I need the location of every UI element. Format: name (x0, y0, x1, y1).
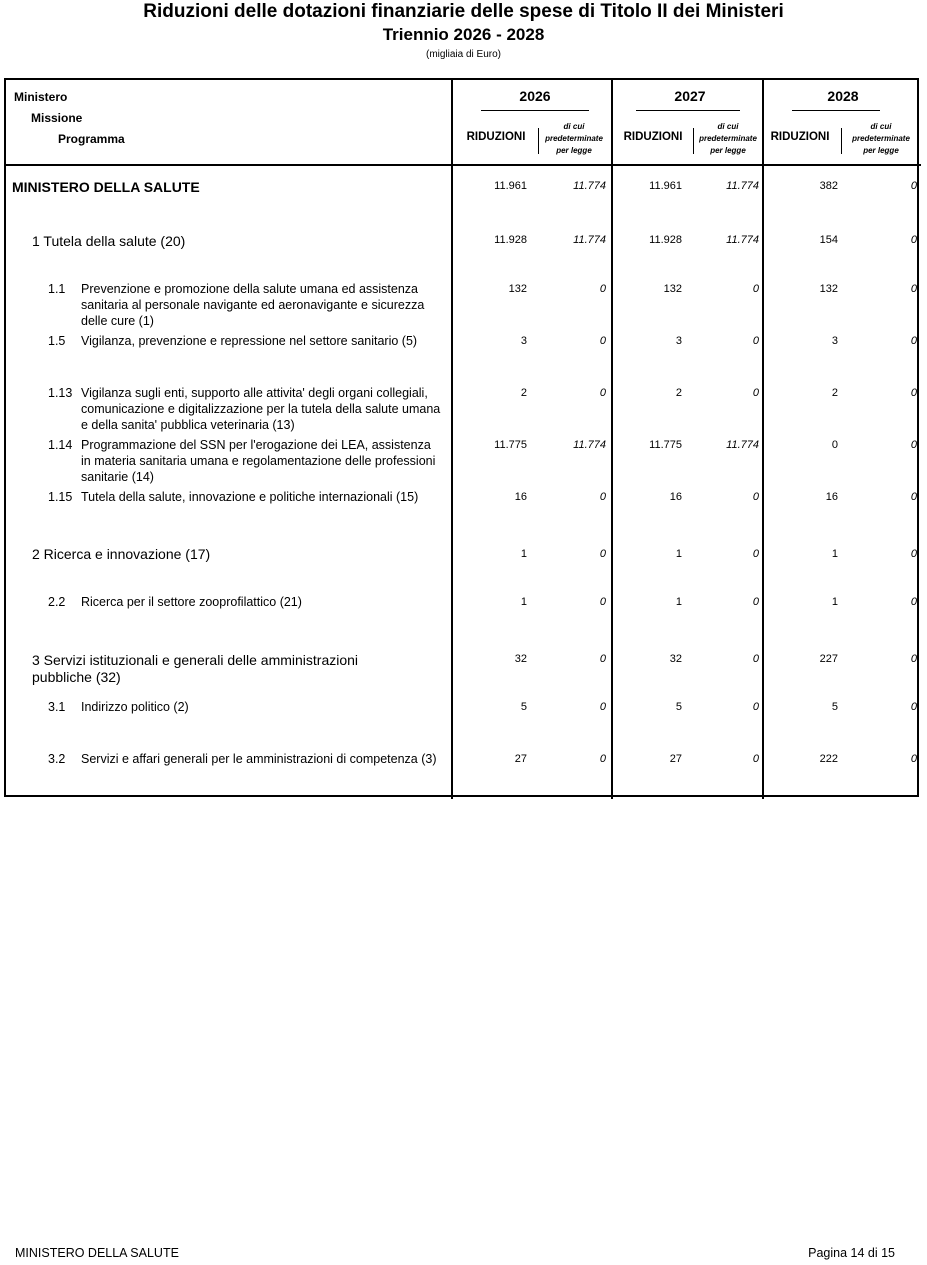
cell-riduzioni-2028: 154 (819, 234, 838, 246)
cell-riduzioni-2028: 2 (831, 387, 838, 399)
cell-dicui-2026: 11.774 (573, 234, 606, 246)
row-programma: 3.2 Servizi e affari generali per le amministrazioni di competenza (3) (48, 752, 437, 766)
header-ministero: Ministero (14, 90, 68, 104)
year-underline (636, 110, 740, 111)
cell-riduzioni-2027: 5 (675, 701, 682, 713)
cell-dicui-2026: 0 (599, 387, 606, 399)
cell-dicui-2027: 0 (752, 596, 759, 608)
cell-dicui-2028: 0 (910, 234, 917, 246)
cell-dicui-2026: 0 (599, 491, 606, 503)
row-programma: 1.1 Prevenzione e promozione della salute umana ed assistenza sanitaria al personale navigante ed aeronavigante e sicurezza delle cure (1) (48, 282, 425, 328)
cell-dicui-2027: 0 (752, 491, 759, 503)
cell-riduzioni-2026: 132 (508, 283, 527, 295)
col-dicui-2028: di cui predeterminate per legge (852, 122, 910, 155)
cell-dicui-2026: 0 (599, 653, 606, 665)
row-programma: 1.13 Vigilanza sugli enti, supporto alle attivita' degli organi collegiali, comunicazione e digitalizzazione per la tutela della salute umana e della sanita' pubblica veterinaria (13) (48, 386, 441, 432)
cell-dicui-2027: 0 (752, 653, 759, 665)
cell-riduzioni-2026: 2 (520, 387, 527, 399)
cell-riduzioni-2026: 3 (520, 335, 527, 347)
cell-dicui-2027: 0 (752, 753, 759, 765)
col-riduzioni-2026: RIDUZIONI (466, 131, 526, 143)
unit-note: (migliaia di Euro) (425, 49, 502, 60)
header-divider (4, 164, 921, 166)
cell-riduzioni-2027: 16 (669, 491, 682, 503)
year-2028: 2028 (827, 88, 859, 104)
cell-dicui-2027: 11.774 (726, 180, 759, 192)
col-riduzioni-2027: RIDUZIONI (623, 131, 683, 143)
cell-riduzioni-2026: 5 (520, 701, 527, 713)
page-title: Riduzioni delle dotazioni finanziarie delle spese di Titolo II dei Ministeri (143, 1, 784, 22)
cell-riduzioni-2028: 132 (819, 283, 838, 295)
cell-riduzioni-2028: 1 (831, 596, 838, 608)
cell-dicui-2028: 0 (910, 180, 917, 192)
cell-dicui-2028: 0 (910, 335, 917, 347)
cell-riduzioni-2027: 3 (675, 335, 682, 347)
year-underline (792, 110, 880, 111)
cell-dicui-2027: 0 (752, 701, 759, 713)
row-programma: 1.5 Vigilanza, prevenzione e repressione nel settore sanitario (5) (48, 334, 418, 348)
row-programma: 1.14 Programmazione del SSN per l'erogazione dei LEA, assistenza in materia sanitaria umana e regolamentazione delle professioni sanitarie (14) (48, 438, 436, 484)
cell-dicui-2027: 11.774 (726, 439, 759, 451)
page-number: Pagina 14 di 15 (808, 1246, 895, 1260)
cell-riduzioni-2028: 16 (825, 491, 838, 503)
cell-riduzioni-2026: 32 (514, 653, 527, 665)
row-programma: 1.15 Tutela della salute, innovazione e politiche internazionali (15) (48, 490, 419, 504)
cell-dicui-2028: 0 (910, 387, 917, 399)
cell-riduzioni-2027: 11.928 (649, 234, 682, 246)
cell-riduzioni-2027: 2 (675, 387, 682, 399)
column-divider (451, 78, 453, 799)
cell-dicui-2028: 0 (910, 491, 917, 503)
cell-riduzioni-2027: 132 (663, 283, 682, 295)
cell-dicui-2026: 0 (599, 548, 606, 560)
cell-riduzioni-2026: 27 (514, 753, 527, 765)
cell-dicui-2026: 0 (599, 283, 606, 295)
cell-dicui-2027: 0 (752, 335, 759, 347)
cell-riduzioni-2028: 382 (819, 180, 838, 192)
cell-riduzioni-2027: 1 (675, 596, 682, 608)
cell-dicui-2028: 0 (910, 283, 917, 295)
row-programma: 3.1 Indirizzo politico (2) (48, 700, 189, 714)
cell-dicui-2028: 0 (910, 439, 917, 451)
cell-riduzioni-2027: 1 (675, 548, 682, 560)
cell-riduzioni-2026: 1 (520, 548, 527, 560)
cell-dicui-2027: 0 (752, 387, 759, 399)
cell-dicui-2028: 0 (910, 596, 917, 608)
year-2027: 2027 (674, 88, 706, 104)
cell-dicui-2027: 0 (752, 283, 759, 295)
cell-dicui-2028: 0 (910, 753, 917, 765)
cell-dicui-2026: 11.774 (573, 180, 606, 192)
cell-dicui-2027: 0 (752, 548, 759, 560)
cell-riduzioni-2027: 32 (669, 653, 682, 665)
col-dicui-2026: di cui predeterminate per legge (545, 122, 603, 155)
cell-dicui-2026: 0 (599, 596, 606, 608)
row-programma: 2.2 Ricerca per il settore zooprofilattico (21) (48, 595, 302, 609)
page-subtitle: Triennio 2026 - 2028 (382, 25, 545, 44)
cell-riduzioni-2027: 11.961 (649, 180, 682, 192)
footer-ministry: MINISTERO DELLA SALUTE (15, 1246, 179, 1260)
cell-riduzioni-2028: 222 (819, 753, 838, 765)
cell-riduzioni-2026: 11.775 (494, 439, 527, 451)
cell-dicui-2027: 11.774 (726, 234, 759, 246)
cell-riduzioni-2026: 11.961 (494, 180, 527, 192)
cell-riduzioni-2026: 11.928 (494, 234, 527, 246)
cell-dicui-2028: 0 (910, 548, 917, 560)
cell-dicui-2026: 0 (599, 335, 606, 347)
row-missione: 3 Servizi istituzionali e generali delle amministrazioni pubbliche (32) (32, 652, 359, 685)
row-ministero: MINISTERO DELLA SALUTE (12, 179, 200, 195)
cell-dicui-2026: 0 (599, 753, 606, 765)
cell-riduzioni-2028: 5 (831, 701, 838, 713)
year-underline (481, 110, 589, 111)
cell-riduzioni-2026: 1 (520, 596, 527, 608)
column-divider (762, 78, 764, 799)
header-programma: Programma (58, 132, 125, 146)
row-missione: 2 Ricerca e innovazione (17) (32, 546, 211, 562)
cell-riduzioni-2028: 0 (831, 439, 838, 451)
cell-dicui-2026: 0 (599, 701, 606, 713)
cell-dicui-2028: 0 (910, 701, 917, 713)
cell-riduzioni-2026: 16 (514, 491, 527, 503)
cell-riduzioni-2028: 1 (831, 548, 838, 560)
cell-riduzioni-2027: 27 (669, 753, 682, 765)
col-riduzioni-2028: RIDUZIONI (770, 131, 830, 143)
cell-dicui-2028: 0 (910, 653, 917, 665)
row-missione: 1 Tutela della salute (20) (32, 233, 186, 249)
cell-riduzioni-2027: 11.775 (649, 439, 682, 451)
col-dicui-2027: di cui predeterminate per legge (699, 122, 757, 155)
header-missione: Missione (31, 111, 83, 125)
cell-riduzioni-2028: 227 (819, 653, 838, 665)
cell-dicui-2026: 11.774 (573, 439, 606, 451)
cell-riduzioni-2028: 3 (831, 335, 838, 347)
year-2026: 2026 (519, 88, 551, 104)
